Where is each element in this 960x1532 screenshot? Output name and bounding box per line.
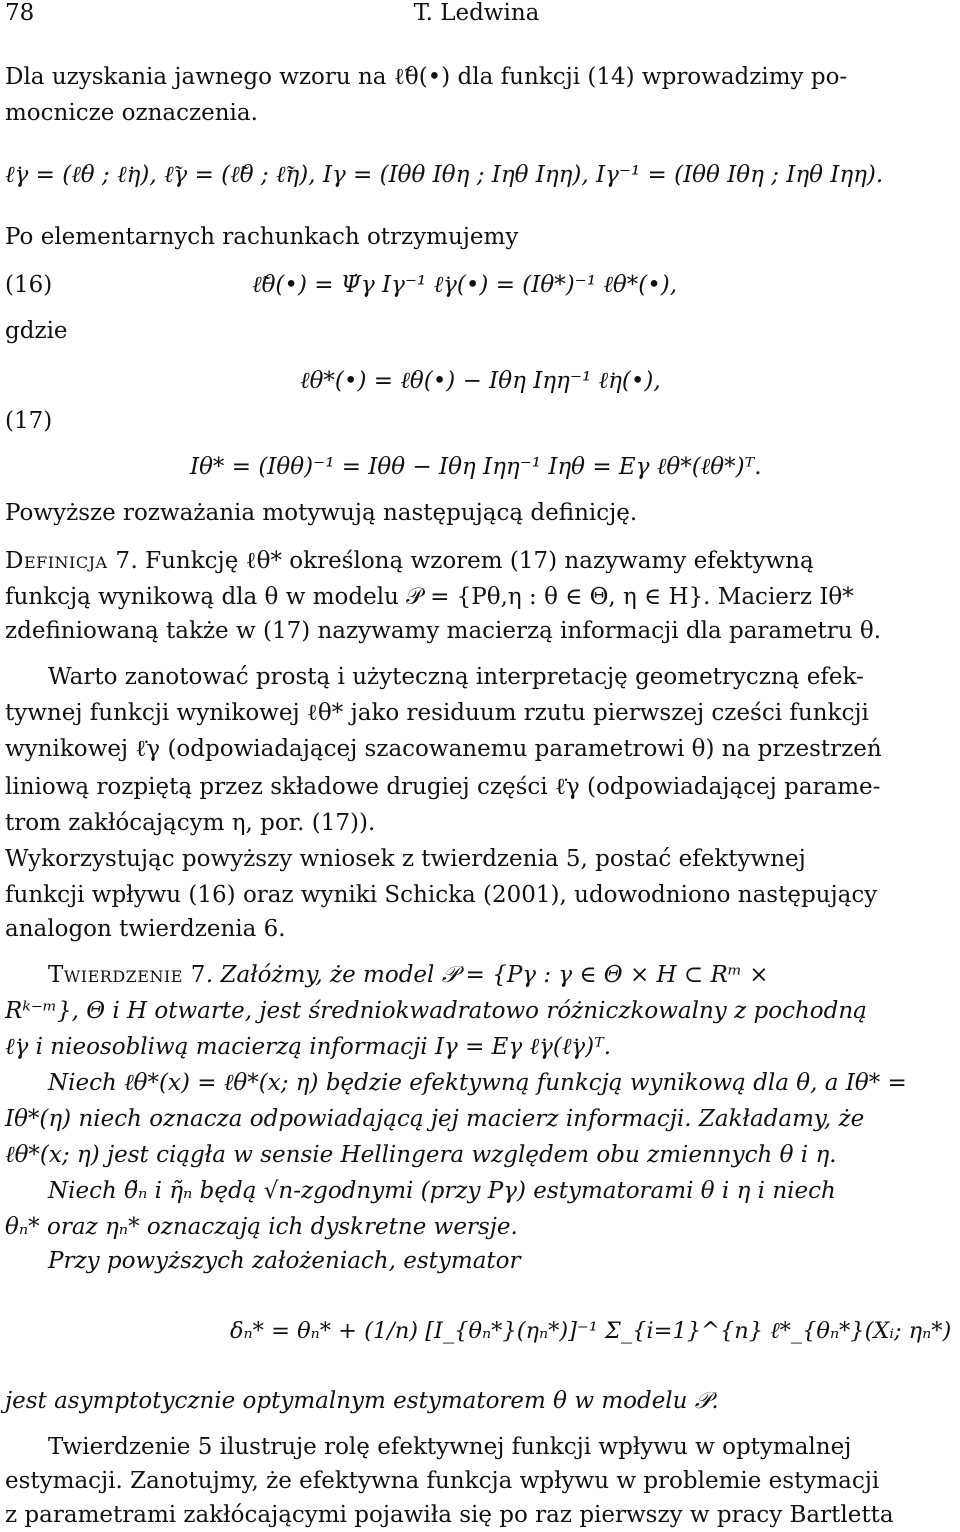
theorem-7-line-4: Niech ℓθ*(x) = ℓθ*(x; η) będzie efektywną funkcją wynikową dla θ, a Iθ* = bbox=[48, 1070, 907, 1096]
equation-17-line-1: ℓθ*(•) = ℓ̇θ(•) − Iθη Iηη⁻¹ ℓ̇η(•), bbox=[300, 368, 661, 394]
theorem-7-line-1 bbox=[48, 960, 769, 990]
theorem-text-1: . Załóżmy, że model 𝒫 = {Pγ : γ ∈ Θ × H ⊂ Rᵐ × bbox=[205, 962, 769, 988]
theorem-7-line-2: Rᵏ⁻ᵐ}, Θ i H otwarte, jest średniokwadratowo różniczkowalny z pochodną bbox=[5, 998, 867, 1024]
paragraph-3-line-1: Twierdzenie 5 ilustruje rolę efektywnej funkcji wpływu w optymalnej bbox=[48, 1434, 852, 1460]
paragraph-3-line-2: estymacji. Zanotujmy, że efektywna funkcja wpływu w problemie estymacji bbox=[5, 1468, 880, 1494]
paragraph-1-line-4: liniową rozpiętą przez składowe drugiej części ℓ̇γ (odpowiadającej parame- bbox=[5, 774, 881, 800]
equation-17-line-2: Iθ* = (Iθθ)⁻¹ = Iθθ − Iθη Iηη⁻¹ Iηθ = Eγ ℓθ*(ℓθ*)ᵀ. bbox=[190, 454, 762, 480]
running-head-author: T. Ledwina bbox=[413, 0, 540, 26]
definition-7-line-3: zdefiniowaną także w (17) nazywamy macierzą informacji dla parametru θ. bbox=[5, 618, 882, 644]
paragraph-2-line-3: analogon twierdzenia 6. bbox=[5, 916, 286, 942]
paragraph-1-line-3: wynikowej ℓ̇γ (odpowiadającej szacowanemu parametrowi θ) na przestrzeń bbox=[5, 736, 882, 762]
definition-7-line-1 bbox=[5, 546, 814, 576]
theorem-label: Twierdzenie 7 bbox=[48, 962, 206, 988]
paragraph-3-line-3: z parametrami zakłócającymi pojawiła się po raz pierwszy w pracy Bartletta bbox=[5, 1502, 894, 1528]
page-header bbox=[5, 0, 948, 30]
notation-equation: ℓ̇γ = (ℓ̇θ ; ℓ̇η), ℓ̃γ = (ℓ̃θ ; ℓ̃η), Iγ = (Iθθ Iθη ; Iηθ Iηη), Iγ⁻¹ = (Iθθ Iθη ; Iηθ Iηη). bbox=[5, 162, 884, 188]
paragraph-2-line-2: funkcji wpływu (16) oraz wyniki Schicka (2001), udowodniono następujący bbox=[5, 882, 878, 908]
gdzie-text: gdzie bbox=[5, 318, 68, 344]
definition-7-line-2: funkcją wynikową dla θ w modelu 𝒫 = {Pθ,η : θ ∈ Θ, η ∈ H}. Macierz Iθ* bbox=[5, 584, 854, 610]
paragraph-1-line-1: Warto zanotować prostą i użyteczną interpretację geometryczną efek- bbox=[48, 664, 864, 690]
theorem-7-line-7: Niech θ̃ₙ i η̃ₙ będą √n-zgodnymi (przy Pγ) estymatorami θ i η i niech bbox=[48, 1178, 836, 1204]
paragraph-1-line-5: trom zakłócającym η, por. (17)). bbox=[5, 810, 376, 836]
theorem-7-line-3: ℓ̇γ i nieosobliwą macierzą informacji Iγ = Eγ ℓ̇γ(ℓ̇γ)ᵀ. bbox=[5, 1034, 612, 1060]
theorem-7-line-8: θₙ* oraz ηₙ* oznaczają ich dyskretne wersje. bbox=[5, 1214, 518, 1240]
paragraph-2-line-1: Wykorzystując powyższy wniosek z twierdzenia 5, postać efektywnej bbox=[5, 846, 806, 872]
theorem-7-line-6: ℓθ*(x; η) jest ciągła w sensie Hellingera względem obu zmiennych θ i η. bbox=[5, 1142, 837, 1168]
estimator-formula: δₙ* = θₙ* + (1/n) [I_{θₙ*}(ηₙ*)]⁻¹ Σ_{i=1}^{n} ℓ*_{θₙ*}(Xᵢ; ηₙ*) bbox=[230, 1318, 952, 1344]
page-number: 78 bbox=[5, 0, 35, 26]
theorem-7-line-5: Iθ*(η) niech oznacza odpowiadającą jej macierz informacji. Zakładamy, że bbox=[5, 1106, 865, 1132]
definition-label: Definicja 7 bbox=[5, 548, 131, 574]
intro-line-1: Dla uzyskania jawnego wzoru na ℓ̃θ(•) dla funkcji (14) wprowadzimy po- bbox=[5, 64, 848, 90]
theorem-7-line-9: Przy powyższych założeniach, estymator bbox=[48, 1248, 521, 1274]
theorem-7-conclusion: jest asymptotycznie optymalnym estymatorem θ w modelu 𝒫. bbox=[5, 1388, 719, 1414]
equation-number-17: (17) bbox=[5, 408, 53, 434]
after-calculations-text: Po elementarnych rachunkach otrzymujemy bbox=[5, 224, 519, 250]
equation-number-16: (16) bbox=[5, 272, 53, 298]
definition-text-1: . Funkcję ℓθ* określoną wzorem (17) nazywamy efektywną bbox=[130, 548, 814, 574]
equation-16: ℓ̃θ(•) = Ψ̇γ Iγ⁻¹ ℓ̇γ(•) = (Iθ*)⁻¹ ℓθ*(•), bbox=[252, 272, 678, 298]
intro-line-2: mocnicze oznaczenia. bbox=[5, 100, 258, 126]
paragraph-1-line-2: tywnej funkcji wynikowej ℓθ* jako residuum rzutu pierwszej cześci funkcji bbox=[5, 700, 869, 726]
motivation-text: Powyższe rozważania motywują następującą definicję. bbox=[5, 500, 638, 526]
